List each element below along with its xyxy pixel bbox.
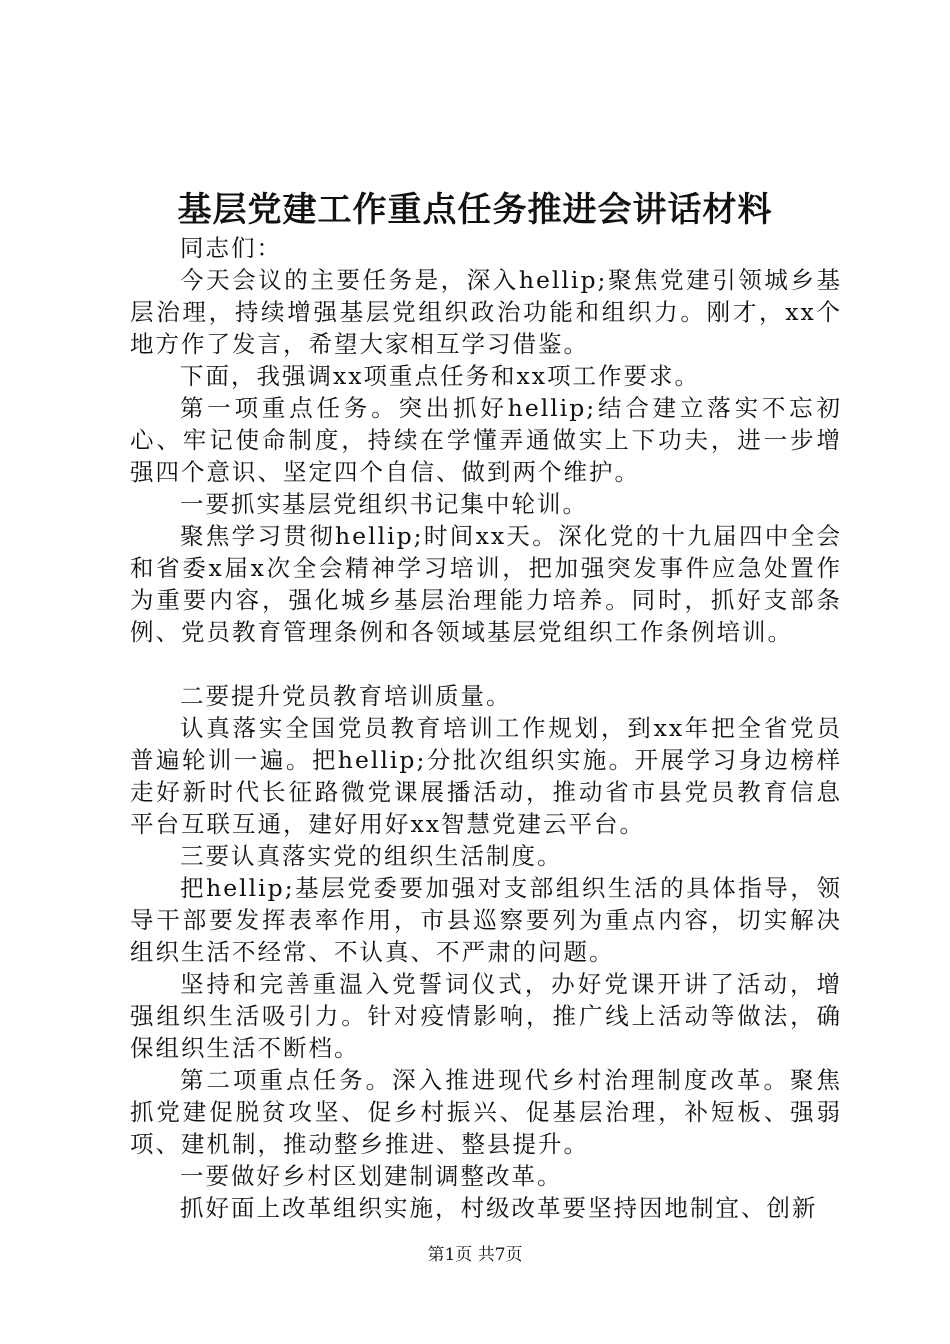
paragraph-salutation: 同志们： (180, 234, 282, 262)
paragraph-heading: 一要抓实基层党组织书记集中轮训。 (180, 490, 588, 518)
paragraph: 抓好面上改革组织实施，村级改革要坚持因地制宜、创新 (180, 1194, 818, 1222)
paragraph-heading: 二要提升党员教育培训质量。 (180, 682, 512, 710)
paragraph: 第二项重点任务。深入推进现代乡村治理制度改革。聚焦抓党建促脱贫攻坚、促乡村振兴、促基层治理，补短板、强弱项、建机制，推动整乡推进、整县提升。 (130, 1066, 842, 1158)
paragraph: 聚焦学习贯彻hellip;时间xx天。深化党的十九届四中全会和省委x届x次全会精神学习培训，把加强突发事件应急处置作为重要内容，强化城乡基层治理能力培养。同时，抓好支部条例、党员教育管理条例和各领域基层党组织工作条例培训。 (130, 522, 842, 646)
paragraph: 坚持和完善重温入党誓词仪式，办好党课开讲了活动，增强组织生活吸引力。针对疫情影响，推广线上活动等做法，确保组织生活不断档。 (130, 970, 842, 1062)
paragraph-heading: 一要做好乡村区划建制调整改革。 (180, 1162, 563, 1190)
document-title: 基层党建工作重点任务推进会讲话材料 (177, 190, 773, 230)
paragraph: 下面，我强调xx项重点任务和xx项工作要求。 (180, 362, 701, 390)
paragraph: 今天会议的主要任务是，深入hellip;聚焦党建引领城乡基层治理，持续增强基层党组织政治功能和组织力。刚才，xx个地方作了发言，希望大家相互学习借鉴。 (130, 266, 842, 358)
paragraph: 认真落实全国党员教育培训工作规划，到xx年把全省党员普遍轮训一遍。把hellip;分批次组织实施。开展学习身边榜样走好新时代长征路微党课展播活动，推动省市县党员教育信息平台互联互通，建好用好xx智慧党建云平台。 (130, 714, 842, 838)
document-body (130, 232, 842, 1224)
paragraph: 把hellip;基层党委要加强对支部组织生活的具体指导，领导干部要发挥表率作用，市县巡察要列为重点内容，切实解决组织生活不经常、不认真、不严肃的问题。 (130, 874, 842, 966)
paragraph-heading: 三要认真落实党的组织生活制度。 (180, 842, 563, 870)
page-number-footer: 第1页 共7页 (427, 1245, 523, 1265)
paragraph: 第一项重点任务。突出抓好hellip;结合建立落实不忘初心、牢记使命制度，持续在学懂弄通做实上下功夫，进一步增强四个意识、坚定四个自信、做到两个维护。 (130, 394, 842, 486)
